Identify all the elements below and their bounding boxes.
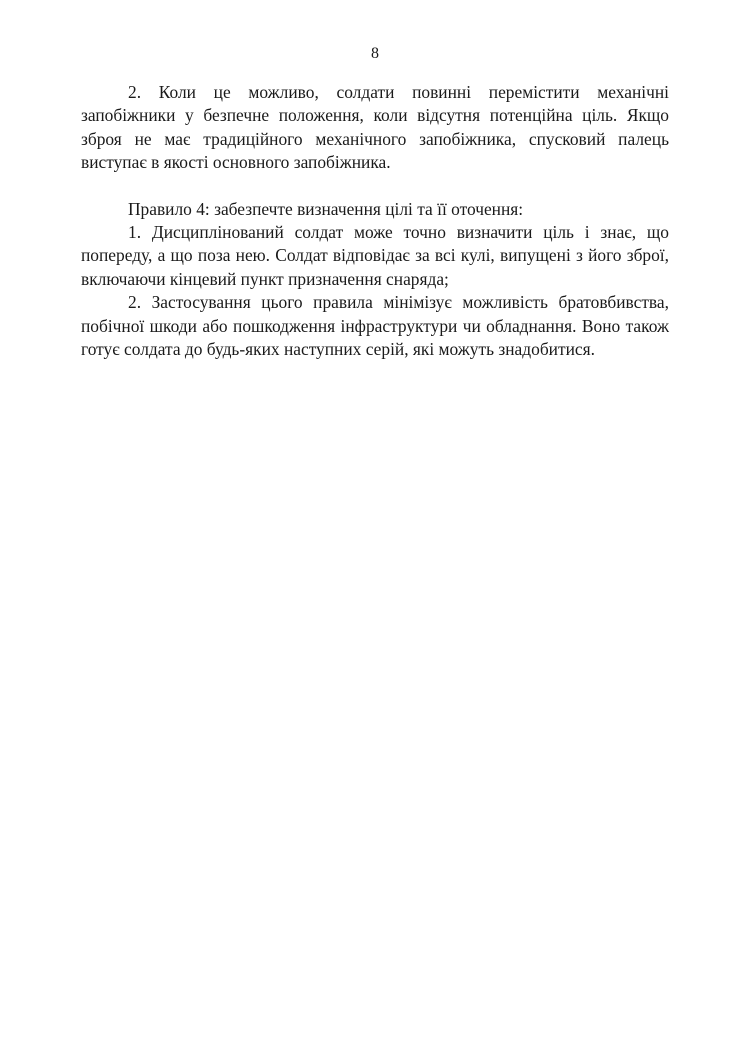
paragraph-identify-target: 1. Дисциплінований солдат може точно визначити ціль і знає, що попереду, а що поза нею. Солдат відповідає за всі кулі, випущені з його зброї, включаючи кінцевий пункт призначення снаряда;	[81, 222, 669, 289]
rule-4-heading: Правило 4: забезпечте визначення цілі та її оточення:	[128, 198, 524, 219]
paragraph-rule-application: 2. Застосування цього правила мінімізує можливість братовбивства, побічної шкоди або пошкодження інфраструктури чи обладнання. Воно також готує солдата до будь-яких наступних серій, які можуть знадобитися.	[81, 292, 669, 360]
page-content	[81, 81, 669, 361]
page-number: 8	[371, 45, 379, 62]
paragraph-gap	[81, 175, 669, 198]
paragraph-safety-mechanical: 2. Коли це можливо, солдати повинні перемістити механічні запобіжники у безпечне положення, коли відсутня потенційна ціль. Якщо зброя не має традиційного механічного запобіжника, спусковий палець виступає в якості основного запобіжника.	[81, 82, 669, 173]
